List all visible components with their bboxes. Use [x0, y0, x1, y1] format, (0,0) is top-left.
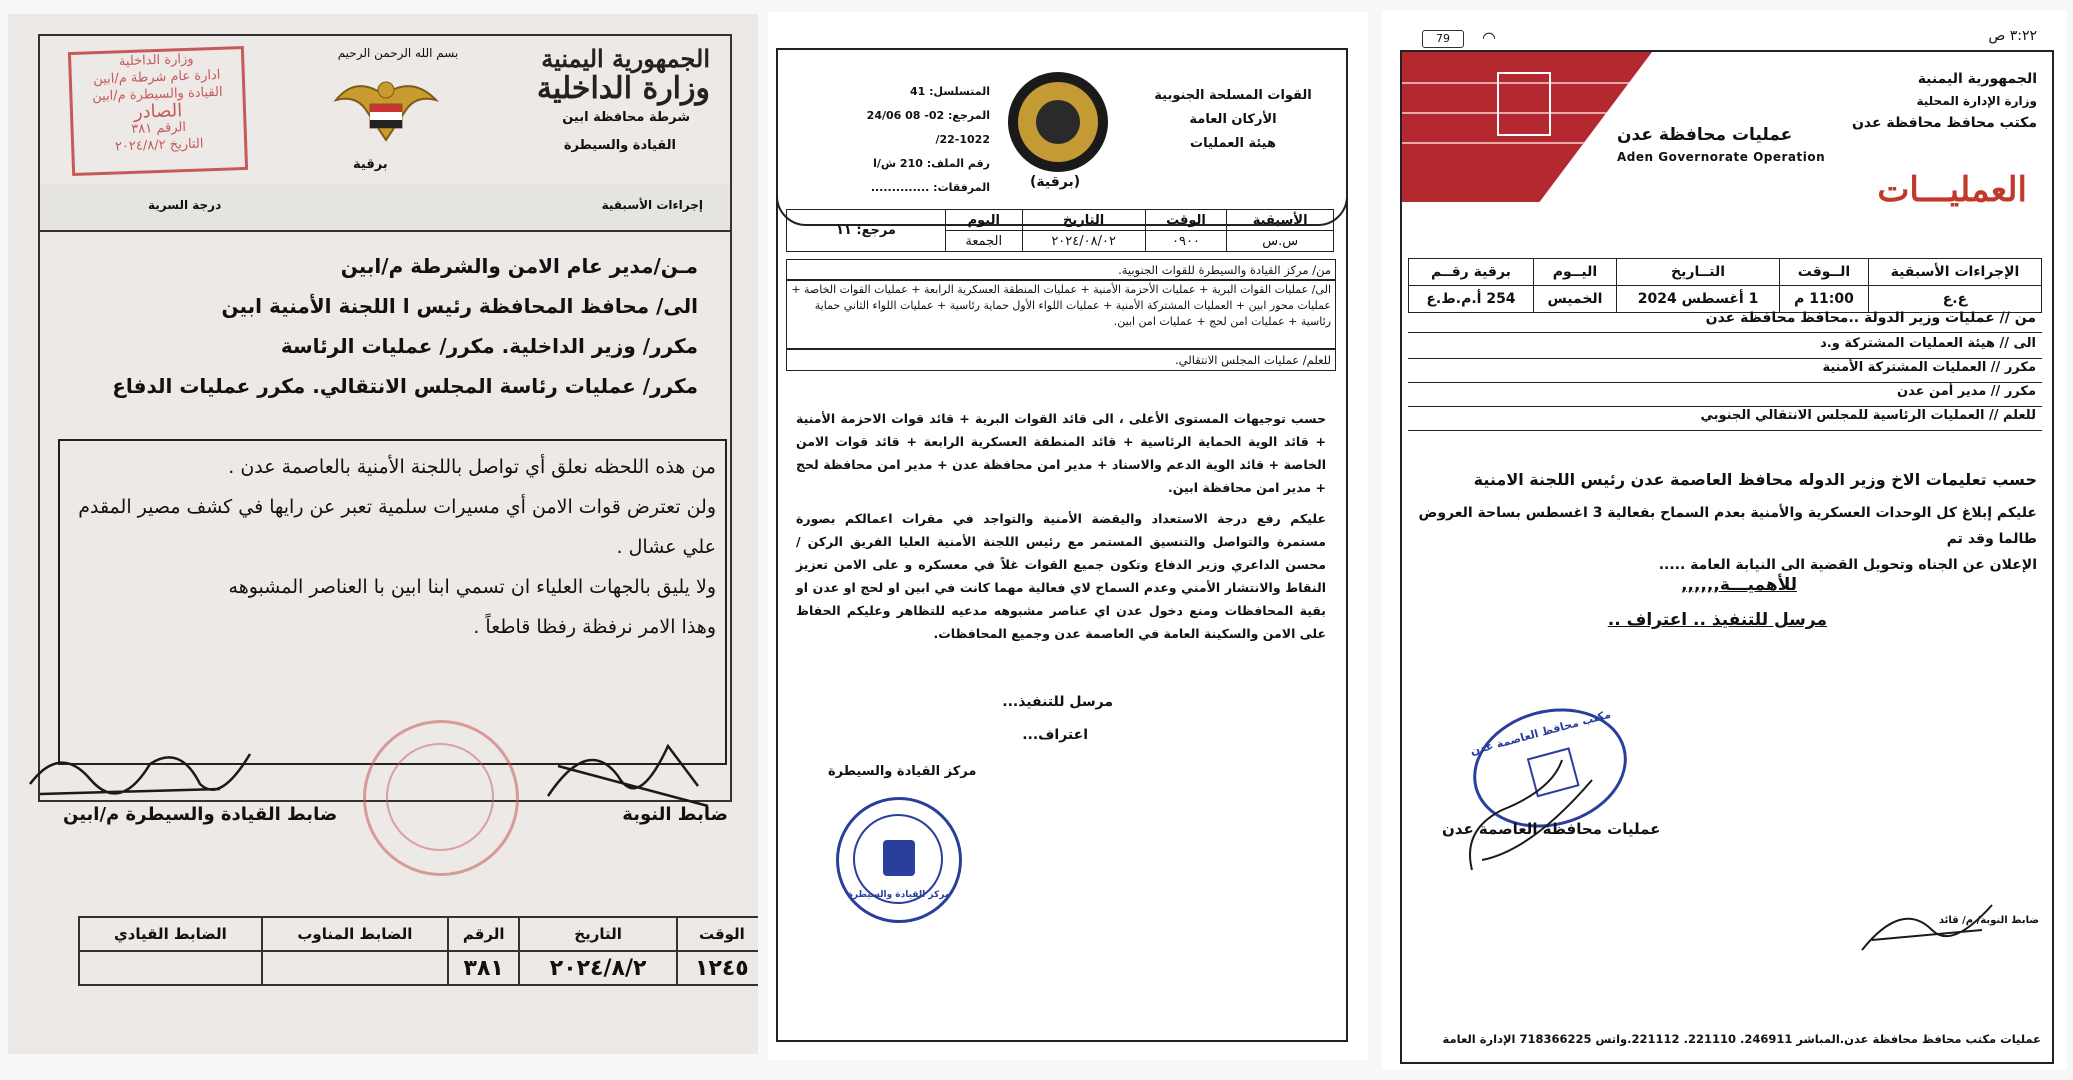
operations-title-en: Aden Governorate Operation [1617, 150, 1826, 164]
send-for-action: مرسل للتنفيذ... [1002, 694, 1113, 710]
control-center-stamp: مركز القيادة والسيطرة [836, 797, 962, 923]
grid-header: اليوم [946, 210, 1023, 231]
signature-right [528, 726, 718, 816]
addressing-block [58, 246, 698, 406]
paragraph-2: عليكم رفع درجة الاستعداد واليقضة الأمنية والتواجد في مقرات اعمالكم بصورة مستمرة والتواصل والتنسيق المستمر مع رئيس اللجنة الأمنية العليا الفريق الركن / محسن الداعري وزير الدفاع وتكون جميع القوات غلاً في معسكره و على الامن تعزيز النقاط والانتشار الأمني وعدم السماح لاي فعالية مهما كانت في ابين او لحج او عدن او بقية المحافظات ومنع دخول عدن اي عناصر مشبوهه مدعيه للتظاهر وعليكم الحفاظ على الامن والسكينة العامة في العاصمة عدن وجميع المحافظات. [796, 511, 1326, 641]
grid-header: اليــوم [1533, 259, 1616, 286]
cc-line-2: مكرر/ عمليات رئاسة المجلس الانتقالي. مكرر عمليات الدفاع [112, 374, 698, 398]
to-line: الى/ عمليات القوات البرية + عمليات الأحزمة الأمنية + عمليات المنطقة العسكرية الرابعة + عمليات القوات الخاصة + عمليات محور ابين + العمليات المشتركة الأمنية + عمليات اللواء الأول حماية رئاسية + عمليات اللواء الثاني حماية رئاسية + عمليات امن لحج + عمليات امن ابين. [786, 279, 1336, 349]
grid-cell: س.س [1227, 231, 1334, 252]
grid-cell: الجمعة [946, 231, 1023, 252]
table-cell: ٢٠٢٤/٨/٢ [519, 951, 676, 985]
send-for-action: مرسل للتنفيذ .. اعتراف .. [1607, 610, 1827, 630]
signature-left [20, 724, 260, 814]
to-line: الى // هيئة العمليات المشتركة و.د [1408, 334, 2042, 359]
document-abyan-police [8, 14, 758, 1054]
header-right: الجمهورية اليمنية وزارة الإدارة المحلية مكتب محافظ محافظة عدن [1851, 71, 2037, 131]
table-header: الوقت [677, 917, 758, 951]
cc-line-1: مكرر // العمليات المشتركة الأمنية [1408, 358, 2042, 383]
document-type: برقية [353, 157, 388, 172]
document-aden-operations [1382, 10, 2067, 1070]
body-text: عليكم إبلاغ كل الوحدات العسكرية والأمنية بعدم السماح بفعالية 3 اغسطس بساحة العروض طالما وقد تم الإعلان عن الجناه وتحويل القضية الى النيابة العامة ..... [1418, 505, 2037, 573]
message-grid [1408, 258, 2042, 313]
info-line: للعلم/ عمليات المجلس الانتقالي. [786, 349, 1336, 371]
table-cell [79, 951, 262, 985]
from-line: مـن/مدير عام الامن والشرطة م/ابين [340, 254, 698, 278]
footer-contacts: عمليات مكتب محافظ محافظة عدن.المباشر 246911. 221110. 221112.واتس 718366225 الإدارة العامة [1442, 1032, 2041, 1046]
signature-main [1442, 750, 1642, 880]
procedures-label: إجراءات الأسبقية [601, 198, 703, 212]
body-title: حسب تعليمات الاخ وزير الدوله محافظ العاصمة عدن رئيس اللجنة الامنية [1473, 470, 2037, 489]
command-officer-label: ضابط القيادة والسيطرة م/ابين [63, 804, 338, 825]
grid-header: التــاريخ [1617, 259, 1780, 286]
duty-officer-label: ضابط النوبة [622, 804, 728, 825]
table-header: الرقم [448, 917, 519, 951]
cc-line-1: مكرر/ وزير الداخلية. مكرر/ عمليات الرئاسة [280, 334, 698, 358]
header-republic: الجمهورية اليمنية وزارة الداخلية [536, 44, 710, 106]
info-line: للعلم // العمليات الرئاسية للمجلس الانتقالي الجنوبي [1408, 406, 2042, 431]
secrecy-label: درجة السرية [148, 198, 222, 212]
basmala: بسم الله الرحمن الرحيم [337, 46, 459, 60]
table-header: الضابط المناوب [262, 917, 448, 951]
operations-title-ar: عمليات محافظة عدن [1617, 125, 1793, 145]
header-police: شرطة محافظة ابين [562, 110, 690, 125]
round-stamp [363, 720, 519, 876]
from-line: من/ مركز القيادة والسيطرة للقوات الجنوبية. [786, 259, 1336, 281]
grid-cell: 1 أغسطس 2024 [1617, 286, 1780, 313]
eagle-icon [883, 840, 915, 876]
grid-header: الأسبقية [1227, 210, 1334, 231]
notice-text: من هذه اللحظه نعلق أي تواصل باللجنة الأمنية بالعاصمة عدن . ولن تعترض قوات الامن أي مسيرات سلمية تعبر عن رايها في كشف مصير المقدم علي عشال . ولا يليق بالجهات العلياء ان تسمي ابنا ابين با العناصر المشبوهه وهذا الامر نرفظة رفظا قاطعاً . [78, 456, 716, 638]
stamp-caption: عمليات محافظة العاصمة عدن [1442, 820, 1661, 838]
grid-cell: ٢٠٢٤/٠٨/٠٢ [1022, 231, 1145, 252]
grid-cell: ٠٩٠٠ [1145, 231, 1227, 252]
document-type: (برقية) [1030, 174, 1081, 190]
duty-officer-label: ضابط النوبة/ م/ قائد [1938, 915, 2039, 926]
incoming-stamp: وزارة الداخلية ادارة عام شرطة م/ابين القيادة والسيطرة م/ابين الصادر الرقم ٣٨١ التاريخ ٢٠٢٤/٨/٢ [68, 46, 248, 176]
table-cell [262, 951, 448, 985]
forces-emblem-icon [1008, 72, 1108, 172]
table-header: التاريخ [519, 917, 676, 951]
grid-header: التاريخ [1022, 210, 1145, 231]
signatory: مركز القيادة والسيطرة [828, 764, 977, 779]
operations-heading: العمليـــات [1877, 170, 2027, 210]
reference-cell: مرجع: ١١ [787, 210, 946, 252]
eagle-emblem-icon [326, 70, 446, 152]
grid-header: الوقت [1145, 210, 1227, 231]
message-grid [786, 209, 1334, 252]
status-time: ٣:٢٢ ص [1988, 28, 2037, 44]
cc-line-2: مكرر // مدير أمن عدن [1408, 382, 2042, 407]
importance-line: للأهميـــة,,,,,, [1681, 575, 1797, 595]
building-icon [1497, 72, 1551, 136]
grid-cell: ع.ع [1868, 286, 2041, 313]
governor-office-stamp: مكتب محافظ العاصمة عدن [1460, 692, 1641, 844]
wifi-icon: ◠ [1482, 28, 1496, 47]
header-right: القوات المسلحة الجنوبية الأركان العامة هيئة العمليات [1154, 88, 1312, 151]
reference-block: المتسلسل: 41 المرجع: 02- 08 24/06 22-1022/ رقم الملف: 210 ش/ا المرفقات: .............. [866, 85, 990, 194]
grid-cell: 254 أ.م.ط.ع [1409, 286, 1534, 313]
acknowledge-line: اعتراف... [1022, 727, 1088, 743]
log-table [78, 916, 758, 986]
table-header: الضابط القيادي [79, 917, 262, 951]
table-cell: ٣٨١ [448, 951, 519, 985]
grid-header: الــوقت [1780, 259, 1869, 286]
grid-header: برقية رقــم [1409, 259, 1534, 286]
from-line: من // عمليات وزير الدولة ..محافظ محافظة عدن [1408, 308, 2042, 333]
table-cell: ١٢٤٥ [677, 951, 758, 985]
header-command: القيادة والسيطرة [563, 138, 676, 153]
grid-cell: الخميس [1533, 286, 1616, 313]
to-line: الى/ محافظ المحافظة رئيس ا اللجنة الأمنية ابين [221, 294, 698, 318]
document-southern-forces [768, 12, 1368, 1060]
battery-icon: 79 [1422, 30, 1464, 48]
grid-cell: 11:00 م [1780, 286, 1869, 313]
paragraph-1: حسب توجيهات المستوى الأعلى ، الى قائد القوات البرية + قائد قوات الاحزمة الأمنية + قائد الوية الحماية الرئاسية + قائد المنطقة العسكرية الرابعة + قائد قوات الامن الخاصة + قائد الوية الدعم والاسناد + مدير امن محافظة عدن + مدير امن محافظة لحج + مدير امن محافظة ابين. [796, 411, 1326, 495]
grid-header: الإجراءات الأسبقية [1868, 259, 2041, 286]
